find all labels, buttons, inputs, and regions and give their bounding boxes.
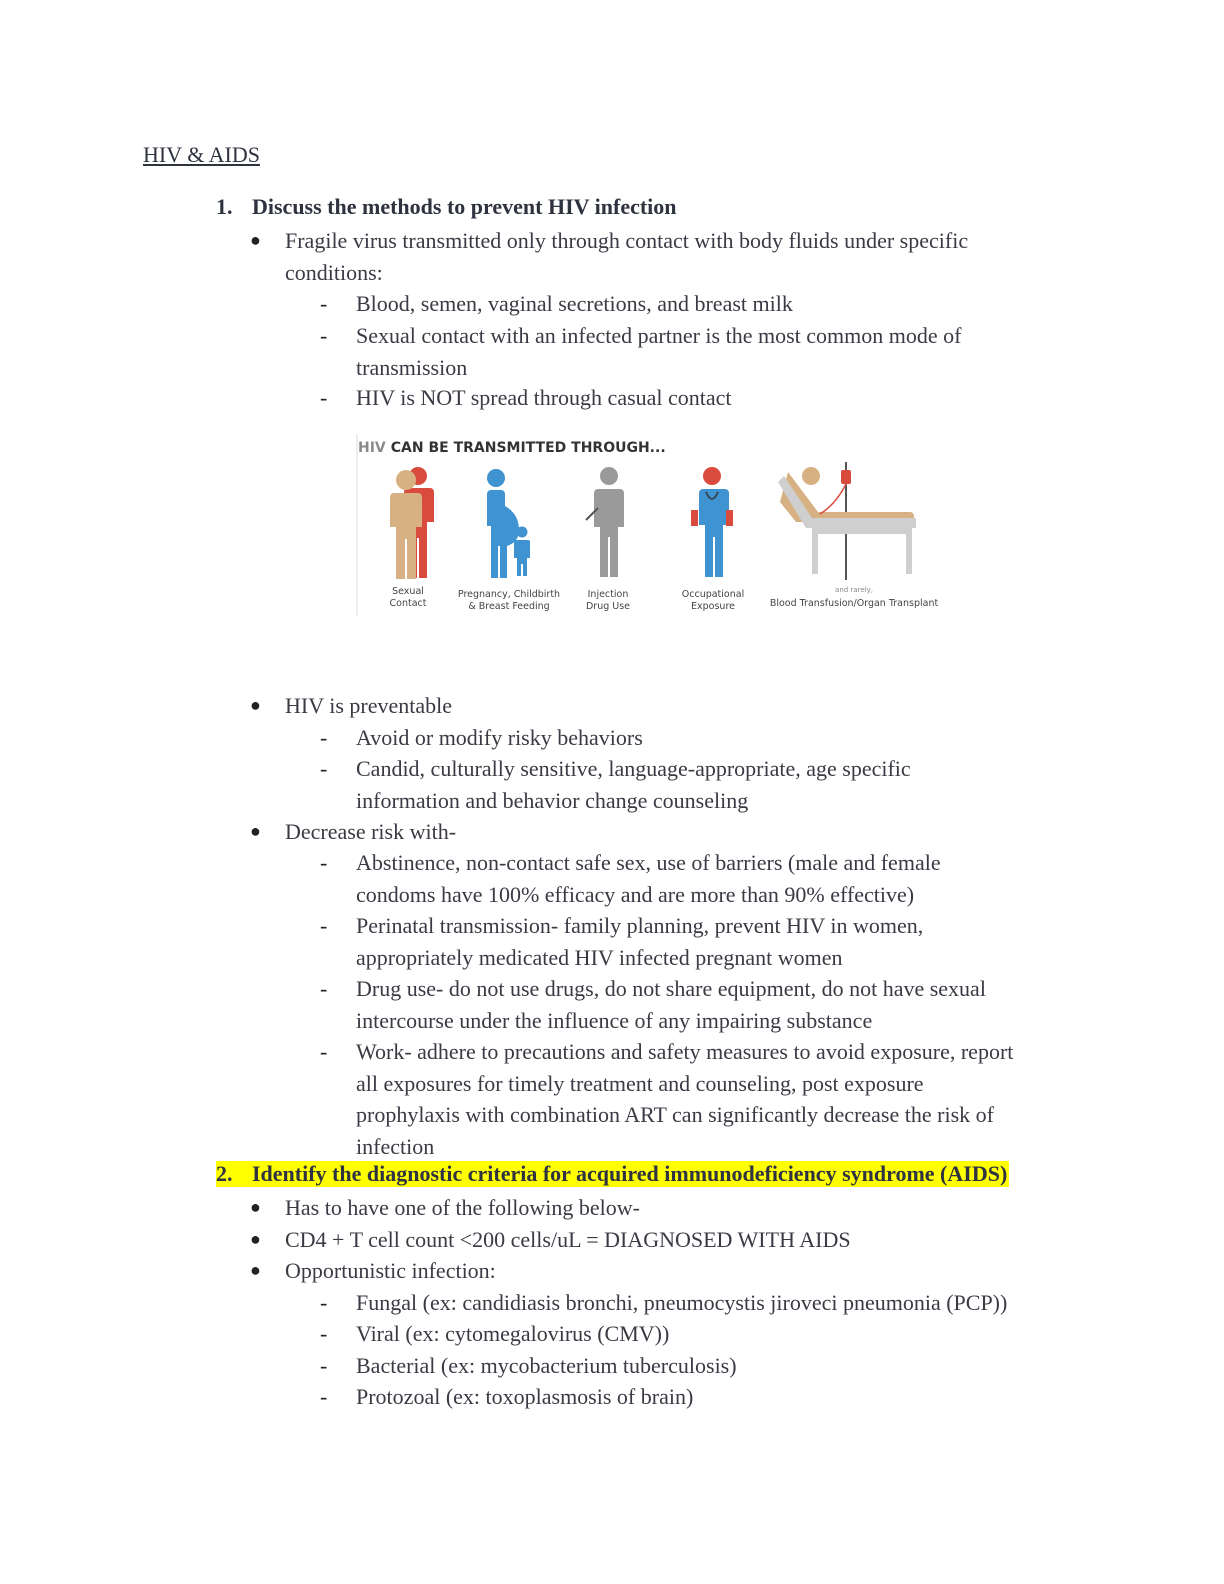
occupational-label-1: Occupational — [681, 589, 745, 600]
sub-list-item-text: Perinatal transmission- family planning, prevent HIV in women, — [356, 913, 924, 938]
sub-list-item-text: Bacterial (ex: mycobacterium tuberculosis) — [356, 1353, 737, 1378]
sub-list-item-text: Work- adhere to precautions and safety measures to avoid exposure, report — [356, 1039, 1014, 1064]
sexual-contact-icon — [390, 467, 434, 579]
list-item-text: HIV is preventable — [285, 693, 452, 718]
list-item-text: Has to have one of the following below- — [285, 1195, 640, 1220]
dash-marker: - — [320, 725, 328, 750]
transmission-infographic — [356, 432, 951, 618]
sub-list-item-text: intercourse under the influence of any impairing substance — [356, 1007, 873, 1033]
dash-marker: - — [320, 850, 328, 875]
dash-marker: - — [320, 913, 328, 938]
list-item-text: CD4 + T cell count <200 cells/uL = DIAGNOSED WITH AIDS — [285, 1227, 851, 1252]
sexual-contact-label-1: Sexual — [392, 586, 424, 597]
figure-heading-prefix: HIV — [358, 440, 386, 456]
bullet-icon: ● — [250, 1260, 261, 1280]
dash-marker: - — [320, 1321, 328, 1346]
dash-marker: - — [320, 1384, 328, 1409]
dash-marker: - — [320, 1290, 328, 1315]
section-heading-text: Discuss the methods to prevent HIV infection — [252, 194, 677, 219]
section-1-heading — [216, 194, 677, 220]
sexual-contact-label-2: Contact — [389, 598, 427, 609]
pregnancy-label-2: & Breast Feeding — [468, 601, 550, 612]
pregnancy-icon — [487, 469, 530, 578]
rarely-label: and rarely, — [835, 586, 873, 594]
bullet-icon: ● — [250, 230, 261, 250]
transfusion-label: Blood Transfusion/Organ Transplant — [769, 598, 939, 609]
sub-list-item-text: condoms have 100% efficacy and are more than 90% effective) — [356, 881, 915, 907]
svg-text:HIVCAN BE TRANSMITTED THROUGH. — [358, 440, 666, 456]
sub-list-item-text: Candid, culturally sensitive, language-appropriate, age specific — [356, 756, 911, 781]
injection-label-1: Injection — [587, 589, 629, 600]
section-number: 2. — [216, 1161, 233, 1186]
dash-marker: - — [320, 1353, 328, 1378]
sub-list-item-text: Avoid or modify risky behaviors — [356, 725, 643, 750]
sub-list-item-text: transmission — [356, 354, 468, 380]
page-title: HIV & AIDS — [143, 142, 260, 167]
sub-list-item-text: appropriately medicated HIV infected pregnant women — [356, 944, 843, 970]
list-item-text: Opportunistic infection: — [285, 1258, 496, 1283]
sub-list-item-text: Drug use- do not use drugs, do not share equipment, do not have sexual — [356, 976, 986, 1001]
figure-heading: CAN BE TRANSMITTED THROUGH... — [390, 440, 666, 456]
blood-transfusion-icon — [778, 462, 916, 580]
injection-drug-use-icon — [586, 467, 624, 577]
sub-list-item-text: Fungal (ex: candidiasis bronchi, pneumocystis jiroveci pneumonia (PCP)) — [356, 1290, 1008, 1315]
sub-list-item-text: Blood, semen, vaginal secretions, and breast milk — [356, 291, 793, 316]
bullet-icon: ● — [250, 695, 261, 715]
dash-marker: - — [320, 976, 328, 1001]
pregnancy-label-1: Pregnancy, Childbirth — [457, 589, 561, 600]
sub-list-item-text: Viral (ex: cytomegalovirus (CMV)) — [356, 1321, 670, 1346]
sub-list-item-text: Sexual contact with an infected partner is the most common mode of — [356, 323, 962, 348]
dash-marker: - — [320, 1039, 328, 1064]
occupational-exposure-icon — [691, 467, 733, 577]
sub-list-item-text: information and behavior change counseling — [356, 787, 749, 813]
list-item-text: Decrease risk with- — [285, 819, 457, 844]
bullet-icon: ● — [250, 1197, 261, 1217]
occupational-label-2: Exposure — [691, 601, 735, 612]
sub-list-item-text: Abstinence, non-contact safe sex, use of barriers (male and female — [356, 850, 941, 875]
list-item-text: conditions: — [285, 259, 383, 285]
injection-label-2: Drug Use — [585, 601, 631, 612]
sub-list-item-text: infection — [356, 1133, 435, 1159]
section-heading-text: Identify the diagnostic criteria for acquired immunodeficiency syndrome (AIDS) — [252, 1161, 1008, 1186]
section-2-heading — [216, 1161, 1009, 1187]
dash-marker: - — [320, 385, 328, 410]
sub-list-item-text: all exposures for timely treatment and counseling, post exposure — [356, 1070, 924, 1096]
sub-list-item-text: HIV is NOT spread through casual contact — [356, 385, 732, 410]
dash-marker: - — [320, 323, 328, 348]
section-number: 1. — [216, 194, 233, 219]
sub-list-item-text: Protozoal (ex: toxoplasmosis of brain) — [356, 1384, 694, 1409]
sub-list-item-text: prophylaxis with combination ART can significantly decrease the risk of — [356, 1102, 994, 1127]
bullet-icon: ● — [250, 821, 261, 841]
list-item-text: Fragile virus transmitted only through contact with body fluids under specific — [285, 228, 969, 253]
bullet-icon: ● — [250, 1229, 261, 1249]
dash-marker: - — [320, 291, 328, 316]
dash-marker: - — [320, 756, 328, 781]
